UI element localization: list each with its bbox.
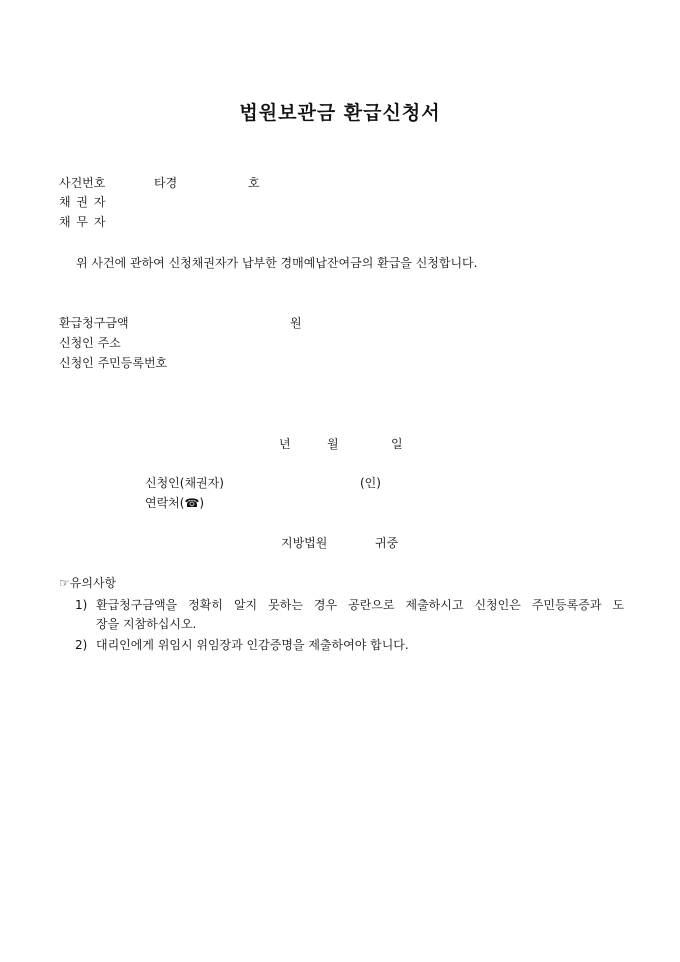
note-item-1 bbox=[75, 596, 625, 636]
date-month: 월 bbox=[327, 437, 339, 451]
applicant-id-label: 신청인 주민등록번호 bbox=[59, 356, 168, 370]
note-text-line1: 환급청구금액을 정확히 알지 못하는 경우 공란으로 제출하시고 신청인은 주민등록증과 도 bbox=[96, 598, 624, 612]
contact-label: 연락처(☎) bbox=[145, 496, 205, 510]
case-number-label: 사건번호 bbox=[59, 176, 106, 190]
case-type: 타경 bbox=[154, 176, 178, 190]
court-label: 지방법원 bbox=[281, 536, 328, 550]
creditor-label: 채 권 자 bbox=[59, 195, 107, 209]
applicant-label: 신청인(채권자) bbox=[145, 476, 224, 490]
refund-amount-unit: 원 bbox=[290, 316, 302, 330]
date-year: 년 bbox=[279, 437, 291, 451]
note-number: 2) bbox=[75, 638, 88, 652]
note-text-line2: 장을 지참하십시오. bbox=[96, 617, 197, 631]
applicant-address-label: 신청인 주소 bbox=[59, 336, 121, 350]
notes-header: ☞유의사항 bbox=[59, 576, 117, 590]
case-suffix: 호 bbox=[248, 176, 260, 190]
debtor-label: 채 무 자 bbox=[59, 215, 107, 229]
document-title: 법원보관금 환급신청서 bbox=[239, 102, 441, 124]
refund-amount-label: 환급청구금액 bbox=[59, 316, 129, 330]
note-text-line1: 대리인에게 위임시 위임장과 인감증명을 제출하여야 합니다. bbox=[96, 638, 409, 652]
addressee: 귀중 bbox=[375, 536, 399, 550]
note-item-2 bbox=[75, 636, 625, 656]
body-sentence: 위 사건에 관하여 신청채권자가 납부한 경매예납잔여금의 환급을 신청합니다. bbox=[76, 256, 478, 270]
seal-label: (인) bbox=[360, 476, 381, 490]
note-number: 1) bbox=[75, 598, 88, 612]
date-day: 일 bbox=[391, 437, 403, 451]
